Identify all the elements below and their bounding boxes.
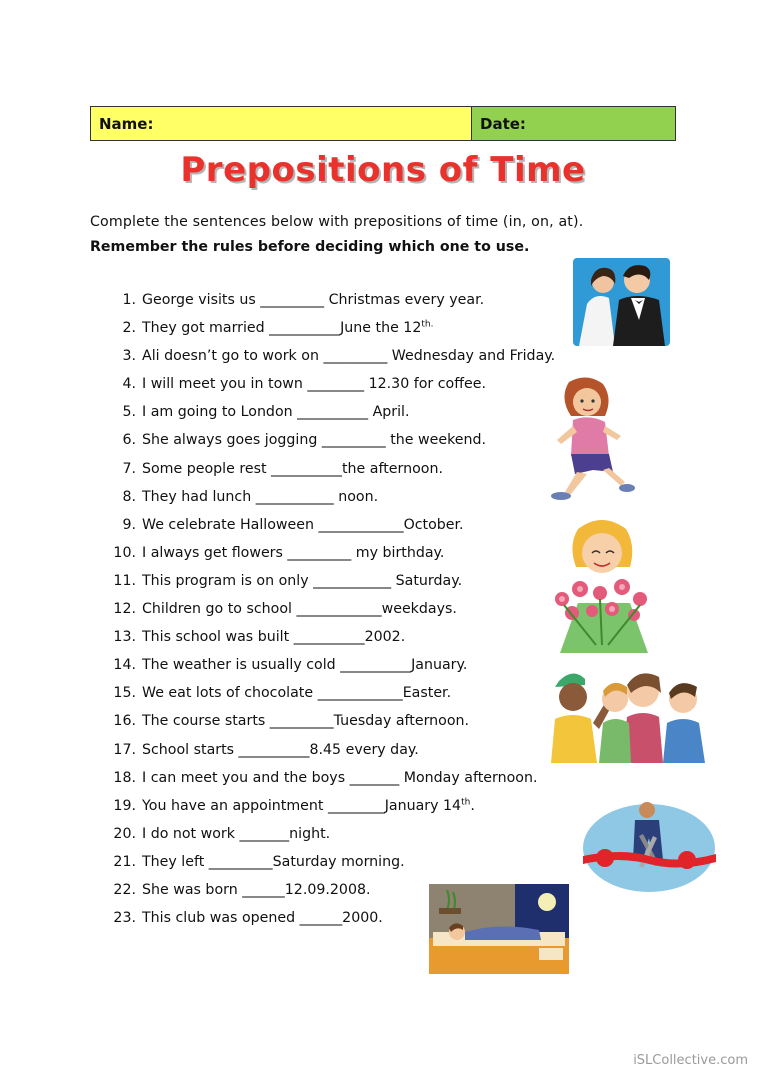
page-title: Prepositions of Time bbox=[180, 150, 586, 190]
item-sentence: The weather is usually cold __________January. bbox=[142, 657, 468, 674]
walking-girl-image bbox=[543, 374, 635, 502]
list-item bbox=[106, 764, 626, 792]
item-number: 6. bbox=[122, 432, 136, 449]
item-sentence: School starts __________8.45 every day. bbox=[142, 741, 419, 758]
item-number: 13. bbox=[113, 629, 136, 646]
instructions bbox=[90, 210, 680, 260]
wedding-couple-image bbox=[573, 258, 670, 346]
item-sentence: We eat lots of chocolate ____________Easter. bbox=[142, 685, 452, 702]
item-sentence: Some people rest __________the afternoon. bbox=[142, 460, 443, 477]
item-superscript: th bbox=[461, 796, 471, 807]
list-item bbox=[106, 820, 626, 848]
name-label: Name: bbox=[99, 114, 154, 133]
list-item bbox=[106, 792, 626, 820]
item-sentence: I am going to London __________ April. bbox=[142, 404, 410, 421]
item-number: 5. bbox=[122, 404, 136, 421]
item-sentence: I always get flowers _________ my birthday. bbox=[142, 544, 445, 561]
ribbon-cutting-image bbox=[583, 796, 716, 894]
item-number: 12. bbox=[113, 601, 136, 618]
item-sentence: They left _________Saturday morning. bbox=[142, 853, 405, 870]
item-sentence: I do not work _______night. bbox=[142, 825, 331, 842]
item-number: 3. bbox=[122, 348, 136, 365]
list-item bbox=[106, 286, 626, 314]
item-number: 4. bbox=[122, 376, 136, 393]
item-sentence: This club was opened ______2000. bbox=[142, 910, 383, 927]
item-number: 17. bbox=[113, 741, 136, 758]
item-number: 2. bbox=[122, 320, 136, 337]
item-superscript: th. bbox=[421, 319, 434, 330]
name-date-bar bbox=[90, 106, 676, 141]
item-number: 7. bbox=[122, 460, 136, 477]
item-sentence: Children go to school ____________weekdays. bbox=[142, 601, 457, 618]
item-sentence: They got married __________June the 12 bbox=[142, 320, 422, 337]
item-number: 1. bbox=[122, 292, 136, 308]
item-number: 16. bbox=[113, 713, 136, 730]
item-sentence: She always goes jogging _________ the weekend. bbox=[142, 432, 487, 449]
friends-group-image bbox=[543, 663, 713, 763]
item-number: 23. bbox=[113, 910, 136, 927]
instructions-line-1: Complete the sentences below with prepositions of time (in, on, at). bbox=[90, 214, 584, 230]
item-number: 21. bbox=[113, 853, 136, 870]
item-number: 11. bbox=[113, 572, 136, 589]
item-sentence: She was born ______12.09.2008. bbox=[142, 881, 371, 898]
item-number: 22. bbox=[113, 881, 136, 898]
item-number: 19. bbox=[113, 797, 136, 814]
item-sentence: George visits us _________ Christmas every year. bbox=[142, 292, 485, 308]
sleeping-night-image bbox=[429, 884, 569, 974]
item-sentence: They had lunch ___________ noon. bbox=[142, 488, 379, 505]
item-sentence: We celebrate Halloween ____________October. bbox=[142, 516, 464, 533]
footer-watermark: iSLCollective.com bbox=[633, 1053, 748, 1068]
item-number: 8. bbox=[122, 488, 136, 505]
name-field[interactable] bbox=[91, 107, 472, 140]
flowers-girl-image bbox=[540, 515, 665, 653]
item-sentence: This school was built __________2002. bbox=[142, 629, 406, 646]
date-label: Date: bbox=[480, 114, 526, 133]
instructions-line-2: Remember the rules before deciding which one to use. bbox=[90, 239, 530, 255]
item-sentence: This program is on only ___________ Saturday. bbox=[142, 572, 463, 589]
item-sentence: Ali doesn’t go to work on _________ Wednesday and Friday. bbox=[142, 348, 556, 365]
item-number: 9. bbox=[122, 516, 136, 533]
item-sentence-end: . bbox=[470, 797, 475, 814]
list-item bbox=[106, 848, 626, 876]
item-number: 20. bbox=[113, 825, 136, 842]
item-sentence: I can meet you and the boys _______ Monday afternoon. bbox=[142, 769, 538, 786]
item-number: 10. bbox=[113, 544, 136, 561]
item-sentence: I will meet you in town ________ 12.30 for coffee. bbox=[142, 376, 486, 393]
item-number: 15. bbox=[113, 685, 136, 702]
item-sentence: The course starts _________Tuesday afternoon. bbox=[142, 713, 470, 730]
date-field[interactable] bbox=[472, 107, 675, 140]
item-number: 18. bbox=[113, 769, 136, 786]
list-item bbox=[106, 342, 626, 370]
item-number: 14. bbox=[113, 657, 136, 674]
list-item bbox=[106, 314, 626, 342]
item-sentence: You have an appointment ________January 14 bbox=[142, 797, 462, 814]
